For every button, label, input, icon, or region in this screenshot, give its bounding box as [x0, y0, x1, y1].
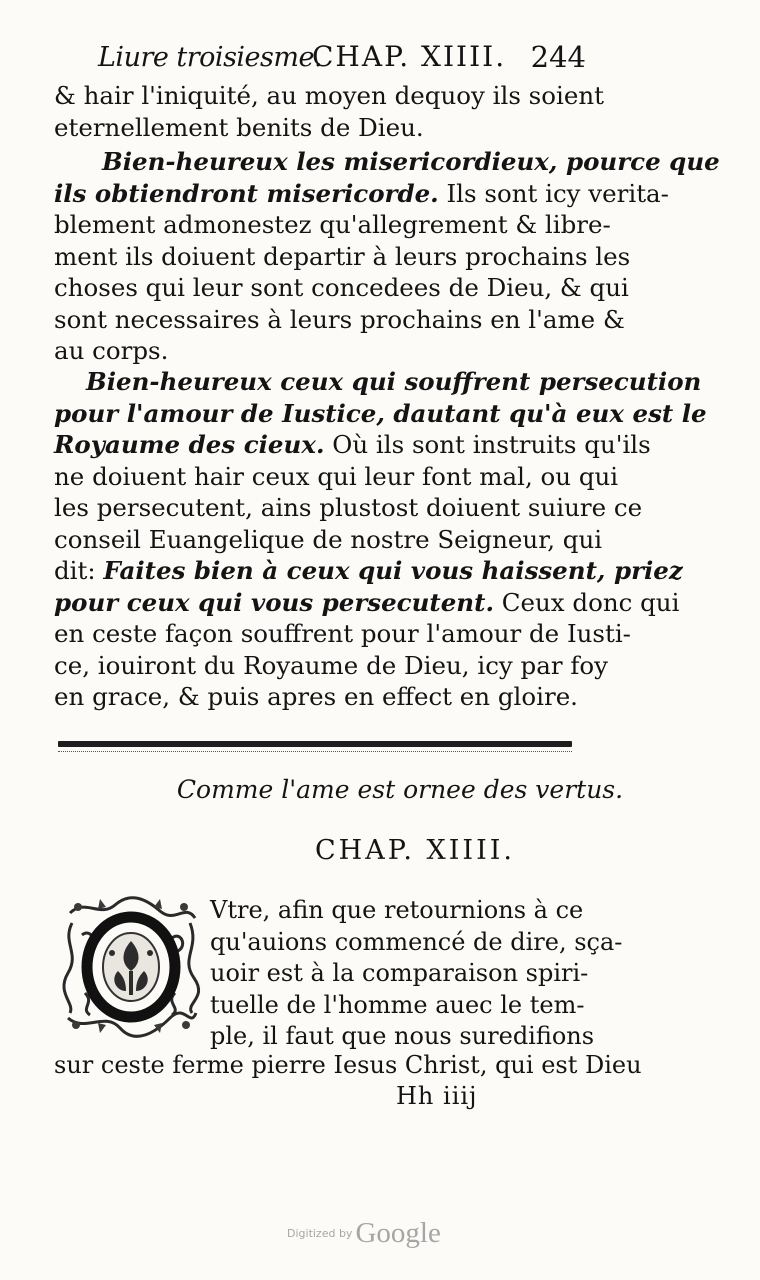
- text-line: eternellement benits de Dieu.: [54, 112, 424, 142]
- text-line: [54, 398, 707, 430]
- text-span: dit:: [54, 556, 104, 585]
- beatitude-quote: ils obtiendront misericorde.: [54, 178, 439, 208]
- section-title: [0, 775, 760, 804]
- text-span: Ils sont icy verita-: [438, 178, 669, 208]
- text-line: ple, il faut que nous suredifions: [210, 1022, 595, 1050]
- chapter-opening-text: [210, 895, 623, 1053]
- ornamental-initial-icon: [60, 893, 202, 1039]
- section-divider-dots: [58, 751, 572, 754]
- text-line: en grace, & puis apres en effect en gloire.: [54, 682, 578, 711]
- google-watermark: [287, 1217, 441, 1250]
- text-line: ne doiuent hair ceux qui leur font mal, ou qui: [54, 461, 619, 491]
- text-line: au corps.: [54, 336, 169, 365]
- text-line: uoir est à la comparaison spiri-: [210, 959, 589, 987]
- text-line: [54, 587, 680, 619]
- chapter-heading-text: CHAP. XIIII.: [314, 835, 516, 866]
- running-header: [98, 38, 586, 78]
- text-line: Vtre, afin que retournions à ce: [210, 896, 584, 924]
- text-line: ce, iouiront du Royaume de Dieu, icy par foy: [54, 650, 609, 680]
- gospel-quote: Faites bien à ceux qui vous haissent, priez: [103, 556, 683, 585]
- chapter-full-line: [54, 1050, 642, 1082]
- catchword-signature: Hh iiij: [396, 1082, 478, 1110]
- text-line: [54, 146, 720, 178]
- text-line: [54, 366, 702, 398]
- text-line: blement admonestez qu'allegrement & libre-: [54, 210, 611, 239]
- section-divider-rule: [58, 741, 572, 747]
- text-line: en ceste façon souffrent pour l'amour de Iusti-: [54, 619, 631, 648]
- text-line: [54, 429, 651, 461]
- paragraph-1: [54, 80, 604, 143]
- beatitude-quote: Bien-heureux ceux qui souffrent persecution: [86, 367, 702, 396]
- text-line: & hair l'iniquité, au moyen dequoy ils soient: [54, 81, 604, 110]
- text-line: [54, 555, 683, 587]
- text-span: Où ils sont instruits qu'ils: [324, 430, 651, 459]
- paragraph-2: [54, 146, 720, 367]
- beatitude-quote: Bien-heureux les misericordieux, pource que: [102, 147, 720, 176]
- beatitude-quote: Royaume des cieux.: [54, 430, 325, 459]
- text-line: qu'auions commencé de dire, sça-: [210, 927, 623, 956]
- header-chapter: CHAP. XIIII.: [312, 40, 507, 73]
- running-title: Liure troisiesme.: [98, 42, 323, 73]
- paragraph-3: [54, 366, 707, 713]
- page-number: 244: [530, 40, 586, 74]
- text-line: conseil Euangelique de nostre Seigneur, qui: [54, 524, 603, 554]
- text-line: ment ils doiuent departir à leurs prochains les: [54, 241, 631, 271]
- gospel-quote: pour ceux qui vous persecutent.: [54, 587, 494, 617]
- watermark-prefix: Digitized by: [287, 1227, 353, 1240]
- text-span: Ceux donc qui: [493, 587, 680, 617]
- text-line: sont necessaires à leurs prochains en l'ame &: [54, 304, 625, 334]
- beatitude-quote: pour l'amour de Iustice, dautant qu'à eux est le: [54, 398, 707, 428]
- text-line: choses qui leur sont concedees de Dieu, & qui: [54, 273, 629, 302]
- chapter-heading: [0, 835, 760, 866]
- text-line: tuelle de l'homme auec le tem-: [210, 990, 585, 1019]
- text-line: les persecutent, ains plustost doiuent suiure ce: [54, 493, 643, 522]
- section-title-text: Comme l'ame est ornee des vertus.: [176, 775, 624, 804]
- dropcap-letter: O: [126, 975, 136, 986]
- text-line: sur ceste ferme pierre Iesus Christ, qui est Dieu: [54, 1051, 642, 1079]
- text-line: [54, 178, 669, 210]
- watermark-logo: Google: [355, 1217, 441, 1249]
